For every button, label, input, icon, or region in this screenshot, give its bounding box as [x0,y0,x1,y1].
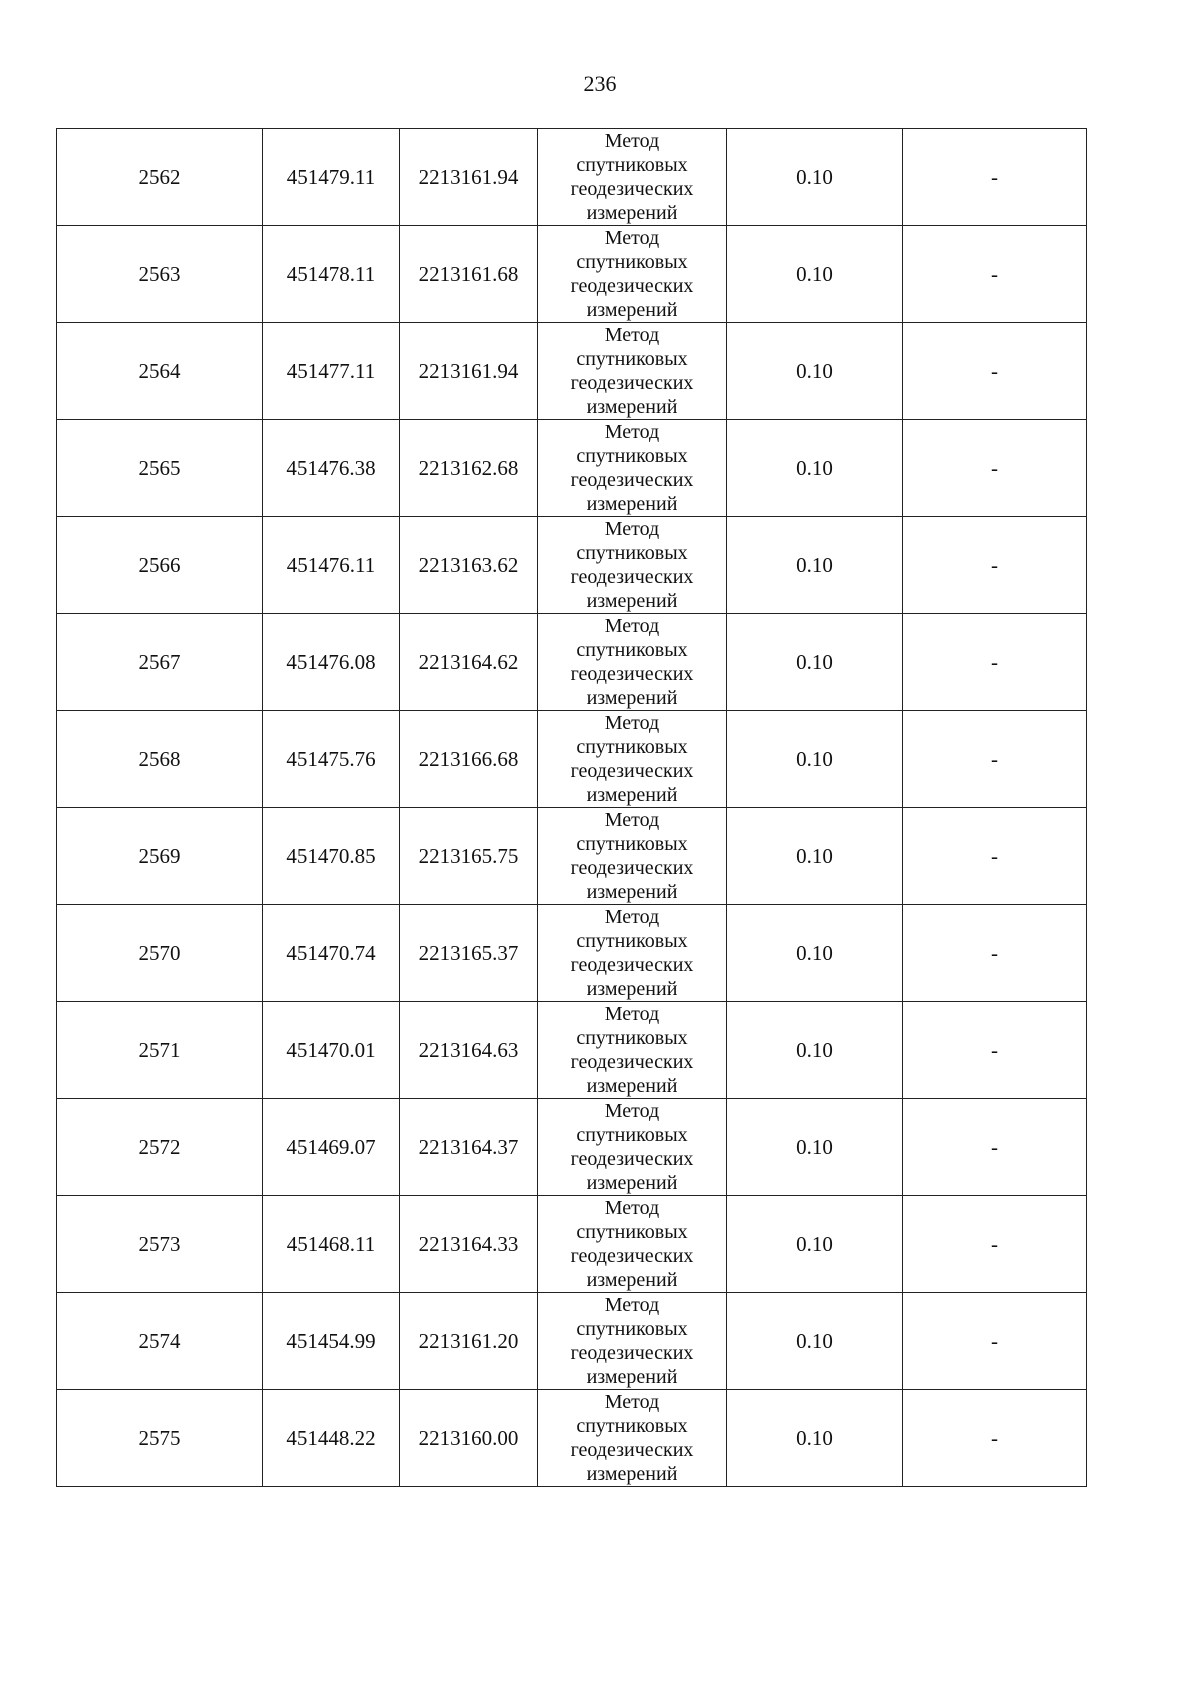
method-line: измерений [586,1269,678,1291]
cell-accuracy: 0.10 [727,1196,903,1293]
cell-accuracy: 0.10 [727,1002,903,1099]
method-line: спутниковых [576,736,688,758]
table-row [57,1002,1087,1099]
table-row [57,1293,1087,1390]
table-row [57,1390,1087,1487]
cell-point-number: 2573 [57,1196,263,1293]
cell-note: - [903,614,1087,711]
cell-point-number: 2569 [57,808,263,905]
cell-note: - [903,129,1087,226]
cell-note: - [903,1002,1087,1099]
method-line: измерений [586,299,678,321]
method-line: измерений [586,978,678,1000]
cell-method [538,1390,727,1487]
cell-method [538,614,727,711]
cell-y-coordinate: 2213161.94 [400,129,538,226]
cell-y-coordinate: 2213165.37 [400,905,538,1002]
method-line: геодезических [570,1148,694,1170]
cell-x-coordinate: 451469.07 [263,1099,400,1196]
method-line: Метод [604,130,660,152]
cell-method [538,1002,727,1099]
cell-y-coordinate: 2213161.20 [400,1293,538,1390]
method-line: измерений [586,493,678,515]
cell-method [538,711,727,808]
cell-accuracy: 0.10 [727,711,903,808]
cell-point-number: 2565 [57,420,263,517]
cell-accuracy: 0.10 [727,1390,903,1487]
method-line: измерений [586,687,678,709]
method-line: геодезических [570,1439,694,1461]
method-line: измерений [586,1366,678,1388]
cell-y-coordinate: 2213164.63 [400,1002,538,1099]
cell-method [538,323,727,420]
method-line: Метод [604,1391,660,1413]
cell-method [538,1293,727,1390]
cell-x-coordinate: 451454.99 [263,1293,400,1390]
table-row [57,711,1087,808]
method-line: геодезических [570,1245,694,1267]
cell-x-coordinate: 451448.22 [263,1390,400,1487]
method-line: спутниковых [576,445,688,467]
coordinates-table [56,128,1087,1487]
cell-y-coordinate: 2213164.62 [400,614,538,711]
method-line: геодезических [570,372,694,394]
method-line: Метод [604,906,660,928]
method-line: геодезических [570,760,694,782]
method-line: геодезических [570,566,694,588]
method-line: измерений [586,396,678,418]
method-line: спутниковых [576,154,688,176]
cell-accuracy: 0.10 [727,614,903,711]
cell-note: - [903,1390,1087,1487]
cell-x-coordinate: 451470.01 [263,1002,400,1099]
cell-note: - [903,517,1087,614]
cell-accuracy: 0.10 [727,1293,903,1390]
cell-x-coordinate: 451470.85 [263,808,400,905]
method-line: геодезических [570,178,694,200]
cell-accuracy: 0.10 [727,420,903,517]
method-line: измерений [586,881,678,903]
cell-method [538,1099,727,1196]
cell-accuracy: 0.10 [727,323,903,420]
method-line: Метод [604,324,660,346]
method-line: Метод [604,1003,660,1025]
page-number: 236 [583,71,617,96]
cell-x-coordinate: 451479.11 [263,129,400,226]
table-row [57,129,1087,226]
method-line: спутниковых [576,542,688,564]
cell-accuracy: 0.10 [727,226,903,323]
method-line: измерений [586,1463,678,1485]
method-line: Метод [604,518,660,540]
cell-point-number: 2566 [57,517,263,614]
cell-y-coordinate: 2213160.00 [400,1390,538,1487]
method-line: спутниковых [576,348,688,370]
cell-y-coordinate: 2213161.94 [400,323,538,420]
cell-y-coordinate: 2213166.68 [400,711,538,808]
method-line: спутниковых [576,1318,688,1340]
cell-y-coordinate: 2213165.75 [400,808,538,905]
method-line: спутниковых [576,1124,688,1146]
method-line: геодезических [570,469,694,491]
cell-note: - [903,808,1087,905]
cell-note: - [903,1196,1087,1293]
table-row [57,517,1087,614]
method-line: Метод [604,1100,660,1122]
table-row [57,1196,1087,1293]
cell-y-coordinate: 2213161.68 [400,226,538,323]
cell-point-number: 2564 [57,323,263,420]
cell-point-number: 2574 [57,1293,263,1390]
cell-accuracy: 0.10 [727,517,903,614]
table-row [57,420,1087,517]
method-line: Метод [604,809,660,831]
method-line: геодезических [570,1342,694,1364]
method-line: геодезических [570,663,694,685]
table-row [57,614,1087,711]
method-line: геодезических [570,857,694,879]
cell-note: - [903,1099,1087,1196]
table-row [57,905,1087,1002]
method-line: спутниковых [576,1027,688,1049]
cell-method [538,420,727,517]
cell-method [538,226,727,323]
method-line: геодезических [570,954,694,976]
method-line: Метод [604,1197,660,1219]
table-body [57,129,1087,1487]
cell-x-coordinate: 451476.11 [263,517,400,614]
cell-x-coordinate: 451475.76 [263,711,400,808]
method-line: Метод [604,421,660,443]
method-line: Метод [604,1294,660,1316]
table-row [57,808,1087,905]
cell-accuracy: 0.10 [727,808,903,905]
cell-method [538,1196,727,1293]
table-row [57,226,1087,323]
cell-accuracy: 0.10 [727,129,903,226]
method-line: измерений [586,202,678,224]
cell-y-coordinate: 2213164.37 [400,1099,538,1196]
cell-point-number: 2575 [57,1390,263,1487]
cell-note: - [903,323,1087,420]
cell-method [538,129,727,226]
table-row [57,323,1087,420]
table-row [57,1099,1087,1196]
cell-point-number: 2572 [57,1099,263,1196]
method-line: Метод [604,227,660,249]
cell-point-number: 2570 [57,905,263,1002]
method-line: геодезических [570,1051,694,1073]
cell-x-coordinate: 451468.11 [263,1196,400,1293]
cell-x-coordinate: 451470.74 [263,905,400,1002]
cell-x-coordinate: 451477.11 [263,323,400,420]
method-line: измерений [586,1172,678,1194]
cell-x-coordinate: 451476.38 [263,420,400,517]
method-line: спутниковых [576,833,688,855]
method-line: спутниковых [576,251,688,273]
cell-x-coordinate: 451478.11 [263,226,400,323]
method-line: измерений [586,1075,678,1097]
cell-note: - [903,905,1087,1002]
cell-point-number: 2571 [57,1002,263,1099]
cell-note: - [903,711,1087,808]
method-line: измерений [586,590,678,612]
cell-note: - [903,420,1087,517]
cell-point-number: 2563 [57,226,263,323]
cell-accuracy: 0.10 [727,1099,903,1196]
cell-method [538,905,727,1002]
method-line: спутниковых [576,930,688,952]
method-line: измерений [586,784,678,806]
cell-method [538,808,727,905]
method-line: спутниковых [576,1221,688,1243]
cell-y-coordinate: 2213164.33 [400,1196,538,1293]
cell-y-coordinate: 2213163.62 [400,517,538,614]
cell-note: - [903,226,1087,323]
cell-note: - [903,1293,1087,1390]
method-line: спутниковых [576,639,688,661]
method-line: Метод [604,615,660,637]
method-line: Метод [604,712,660,734]
cell-x-coordinate: 451476.08 [263,614,400,711]
cell-point-number: 2568 [57,711,263,808]
cell-method [538,517,727,614]
method-line: спутниковых [576,1415,688,1437]
method-line: геодезических [570,275,694,297]
cell-y-coordinate: 2213162.68 [400,420,538,517]
cell-point-number: 2562 [57,129,263,226]
cell-point-number: 2567 [57,614,263,711]
cell-accuracy: 0.10 [727,905,903,1002]
